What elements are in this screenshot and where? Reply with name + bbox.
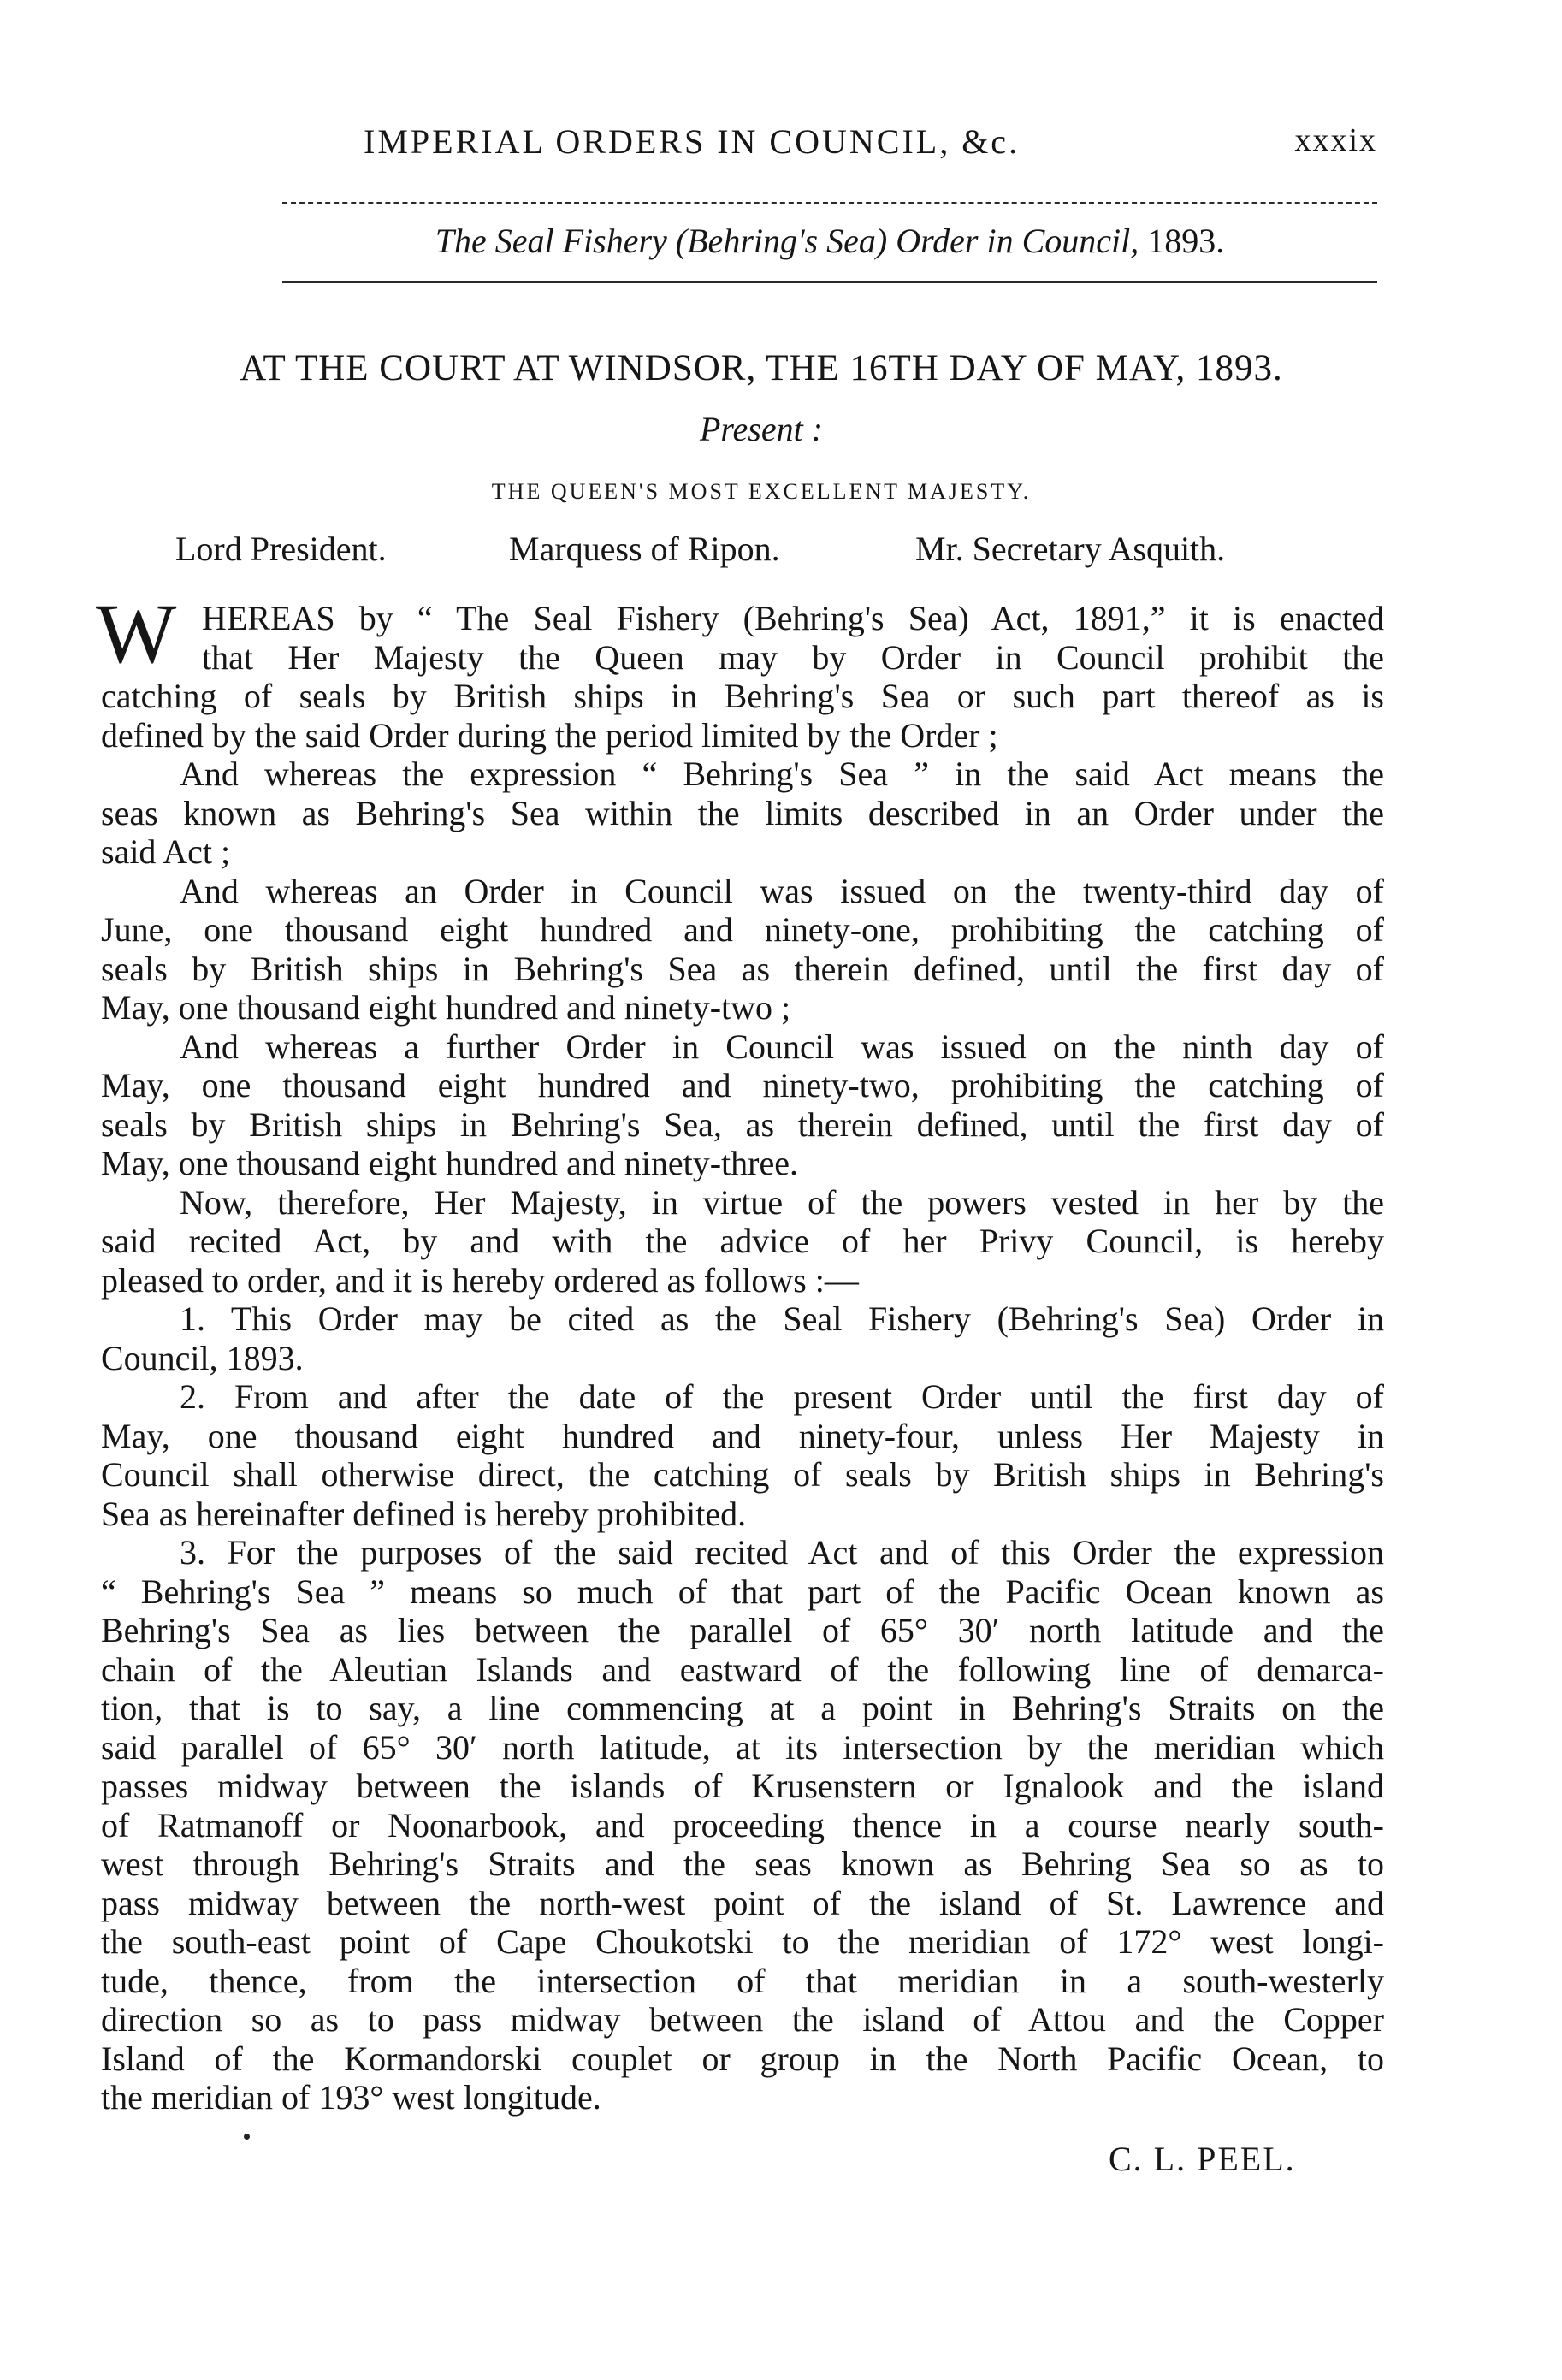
body-line: passes midway between the islands of Krusenstern or Ignalook and the island (101, 1767, 1384, 1805)
body-line: June, one thousand eight hundred and ninety-one, prohibiting the catching of (101, 910, 1384, 949)
running-head (282, 121, 1377, 173)
order-body (96, 586, 1384, 2117)
court-heading: AT THE COURT AT WINDSOR, THE 16TH DAY OF MAY, 1893. (240, 348, 1283, 388)
bottom-rule (282, 281, 1377, 283)
body-line: seals by British ships in Behring's Sea, as therein defined, until the first day of (101, 1104, 1384, 1144)
body-line: tude, thence, from the intersection of that meridian in a south-westerly (101, 1961, 1384, 2000)
body-line: seals by British ships in Behring's Sea as therein defined, until the first day of (101, 949, 1384, 988)
body-line: HEREAS by “ The Seal Fishery (Behring's Sea) Act, 1891,” it is enacted (202, 599, 1384, 637)
dropcap-letter: W (96, 586, 177, 681)
councillors-list (175, 529, 1373, 571)
body-line: May, one thousand eight hundred and ninety-two, prohibiting the catching of (101, 1066, 1384, 1104)
body-line: May, one thousand eight hundred and ninety-two ; (101, 988, 791, 1027)
body-line: said Act ; (101, 832, 231, 871)
body-line: Island of the Kormandorski couplet or group in the North Pacific Ocean, to (101, 2039, 1384, 2078)
body-line: said recited Act, by and with the advice of her Privy Council, is hereby (101, 1222, 1384, 1260)
body-line: Now, therefore, Her Majesty, in virtue of the powers vested in her by the (180, 1182, 1384, 1222)
top-rule (282, 202, 1377, 204)
majesty-line: THE QUEEN'S MOST EXCELLENT MAJESTY. (491, 479, 1032, 504)
order-title (282, 221, 1377, 261)
body-line: Behring's Sea as lies between the parallel of 65° 30′ north latitude and the (101, 1611, 1384, 1649)
body-line: the south-east point of Cape Choukotski to the meridian of 172° west longi- (101, 1922, 1384, 1961)
body-line: tion, that is to say, a line commencing at a point in Behring's Straits on the (101, 1689, 1384, 1727)
body-line: direction so as to pass midway between the island of Attou and the Copper (101, 2000, 1384, 2039)
body-line: the meridian of 193° west longitude. (101, 2078, 601, 2117)
print-speck (244, 2134, 250, 2140)
councillor-marquess-ripon: Marquess of Ripon. (509, 530, 780, 568)
body-line: west through Behring's Straits and the seas known as Behring Sea so as to (101, 1844, 1384, 1883)
body-line: May, one thousand eight hundred and ninety-three. (101, 1144, 798, 1182)
body-line: seas known as Behring's Sea within the limits described in an Order under the (101, 793, 1384, 832)
body-line: pleased to order, and it is hereby ordered as follows :— (101, 1260, 859, 1300)
body-line: chain of the Aleutian Islands and eastward of the following line of demarca- (101, 1649, 1384, 1689)
present-label: Present : (699, 410, 824, 448)
body-line: that Her Majesty the Queen may by Order in Council prohibit the (202, 637, 1384, 677)
body-line: 1. This Order may be cited as the Seal Fishery (Behring's Sea) Order in (180, 1300, 1384, 1338)
body-line: And whereas an Order in Council was issued on the twenty-third day of (180, 871, 1384, 910)
body-line: Council shall otherwise direct, the catching of seals by British ships in Behring's (101, 1455, 1384, 1494)
order-title-year: 1893. (1139, 222, 1225, 260)
running-title: IMPERIAL ORDERS IN COUNCIL, &c. (364, 122, 1021, 161)
body-line: defined by the said Order during the period limited by the Order ; (101, 715, 998, 755)
councillor-asquith: Mr. Secretary Asquith. (915, 530, 1226, 568)
body-line: Council, 1893. (101, 1338, 304, 1377)
body-line: Sea as hereinafter defined is hereby prohibited. (101, 1494, 747, 1533)
body-line: of Ratmanoff or Noonarbook, and proceeding thence in a course nearly south- (101, 1805, 1384, 1844)
body-line: catching of seals by British ships in Behring's Sea or such part thereof as is (101, 677, 1384, 715)
councillor-lord-president: Lord President. (175, 530, 387, 568)
body-line: And whereas the expression “ Behring's Sea ” in the said Act means the (180, 755, 1384, 793)
order-title-italic: The Seal Fishery (Behring's Sea) Order in Council, (435, 222, 1139, 260)
body-line: said parallel of 65° 30′ north latitude, at its intersection by the meridian which (101, 1727, 1384, 1767)
page-number: xxxix (1294, 122, 1377, 158)
body-line: May, one thousand eight hundred and ninety-four, unless Her Majesty in (101, 1416, 1384, 1455)
body-line: “ Behring's Sea ” means so much of that part of the Pacific Ocean known as (101, 1572, 1384, 1611)
signature: C. L. PEEL. (1109, 2140, 1296, 2178)
body-line: 3. For the purposes of the said recited Act and of this Order the expression (180, 1533, 1384, 1572)
body-line: And whereas a further Order in Council was issued on the ninth day of (180, 1027, 1384, 1066)
body-line: pass midway between the north-west point of the island of St. Lawrence and (101, 1883, 1384, 1922)
body-line: 2. From and after the date of the present Order until the first day of (180, 1377, 1384, 1416)
